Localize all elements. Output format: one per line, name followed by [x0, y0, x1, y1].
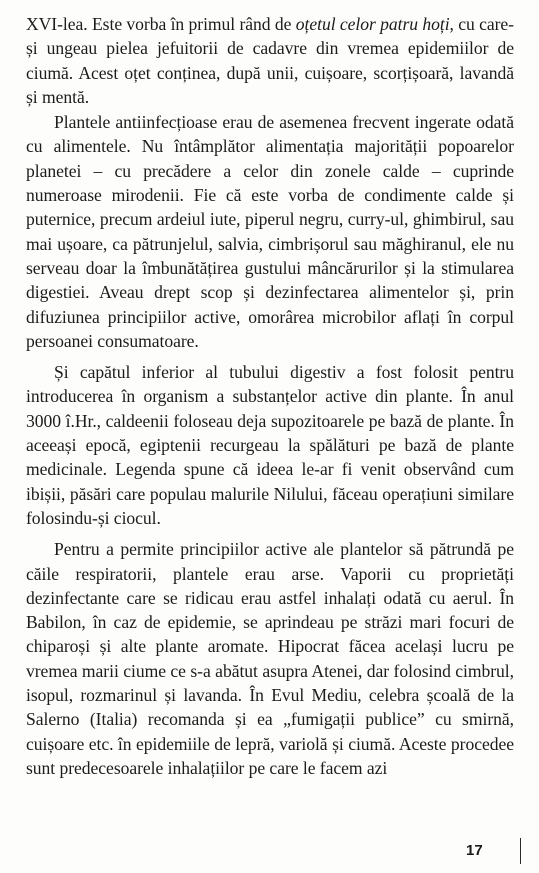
paragraph-4-text: Pentru a permite principiilor active ale plantelor să pătrundă pe căile respiratorii, plantele erau arse. Vaporii cu proprietăți dezinfectante care se ridicau erau astfel inhalați odată cu aerul. În Babilon, în caz de epidemie, se aprindeau pe străzi mari focuri de chiparoși și alte plante aromate. Hipocrat făcea același lucru pe vremea marii ciume ce s-a abătut asupra Atenei, dar folosind cimbrul, isopul, rozmarinul și lavanda. În Evul Mediu, celebra școală de la Salerno (Italia) recomanda și ea „fumigații publice” cu smirnă, cuișoare etc. în epidemiile de lepră, variolă și ciumă. Aceste procedee sunt predecesoarele inhalațiilor pe care le facem azi	[26, 539, 514, 778]
paragraph-3	[26, 360, 514, 530]
paragraph-3-text: Și capătul inferior al tubului digestiv a fost folosit pentru introducerea în organism a substanțelor active din plante. În anul 3000 î.Hr., caldeenii foloseau deja supozitoarele pe bază de plante. În aceeași epocă, egiptenii recurgeau la spălături pe bază de plante medicinale. Legenda spune că ideea le-ar fi venit observând cum ibișii, păsări care populau malurile Nilului, făceau operațiuni similare folosindu-și ciocul.	[26, 362, 514, 528]
body-text	[26, 12, 514, 780]
paragraph-1-text-b: , cu care-și ungeau pielea jefuitorii de cadavre din vremea epidemiilor de ciumă. Acest oțet conținea, după unii, cuișoare, scorțișoară, lavandă și mentă.	[26, 14, 514, 107]
paragraph-2-text: Plantele antiinfecțioase erau de asemenea frecvent ingerate odată cu alimentele. Nu întâmplător alimentația majorității popoarelor planetei – cu precădere a celor din zonele calde – cuprinde numeroase mirodenii. Fie că este vorba de condimente calde și puternice, precum ardeiul iute, piperul negru, curry-ul, ghimbirul, sau mai ușoare, ca pătrunjelul, salvia, cimbrișorul sau măghiranul, ele nu serveau doar la îmbunătățirea gustului mâncărurilor și la stimularea digestiei. Aveau drept scop și dezinfectarea alimentelor și, prin difuziunea principiilor active, omorârea microbilor aflați în corpul persoanei consumatoare.	[26, 112, 514, 351]
paragraph-4	[26, 537, 514, 780]
paragraph-2	[26, 110, 514, 353]
page-number-rule	[520, 838, 521, 864]
page-number: 17	[466, 842, 483, 859]
paragraph-1-text-a: XVI-lea. Este vorba în primul rând de	[26, 14, 296, 34]
paragraph-1-italic-phrase: oțetul celor patru hoți	[295, 14, 450, 34]
paragraph-1	[26, 12, 514, 109]
